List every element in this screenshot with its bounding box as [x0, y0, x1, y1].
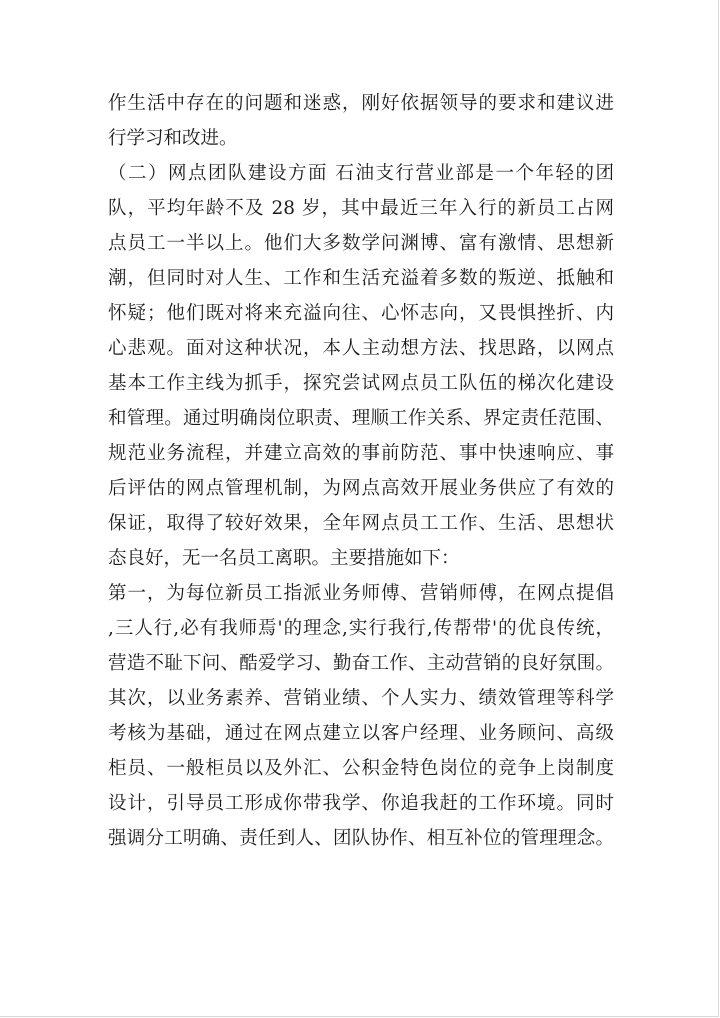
text-line-4: 队，平均年龄不及 28 岁，其中最近三年入行的新员工占网: [108, 198, 614, 219]
text-line-11: 规范业务流程，并建立高效的事前防范、事中快速响应、事: [108, 443, 614, 464]
text-line-1: 作生活中存在的问题和迷惑，刚好依据领导的要求和建议进: [108, 93, 614, 114]
text-line-2: 行学习和改进。: [108, 128, 238, 149]
text-line-3: （二）网点团队建设方面 石油支行营业部是一个年轻的团: [108, 163, 614, 184]
text-line-15: 第一，为每位新员工指派业务师傅、营销师傅，在网点提倡: [108, 583, 614, 604]
text-line-20: 柜员、一般柜员以及外汇、公积金特色岗位的竞争上岗制度: [108, 758, 614, 779]
text-line-17: 营造不耻下问、酷爱学习、勤奋工作、主动营销的良好氛围。: [108, 653, 614, 674]
text-line-10: 和管理。通过明确岗位职责、理顺工作关系、界定责任范围、: [108, 408, 614, 429]
text-line-12: 后评估的网点管理机制，为网点高效开展业务供应了有效的: [108, 478, 614, 499]
text-line-7: 怀疑；他们既对将来充溢向往、心怀志向，又畏惧挫折、内: [108, 303, 614, 324]
text-line-9: 基本工作主线为抓手，探究尝试网点员工队伍的梯次化建设: [108, 373, 614, 394]
text-line-18: 其次，以业务素养、营销业绩、个人实力、绩效管理等科学: [108, 688, 614, 709]
text-line-22: 强调分工明确、责任到人、团队协作、相互补位的管理理念。: [108, 828, 614, 849]
text-line-19: 考核为基础，通过在网点建立以客户经理、业务顾问、高级: [108, 723, 614, 744]
text-line-8: 心悲观。面对这种状况，本人主动想方法、找思路，以网点: [108, 338, 614, 359]
text-line-6: 潮，但同时对人生、工作和生活充溢着多数的叛逆、抵触和: [108, 268, 614, 289]
text-line-13: 保证，取得了较好效果，全年网点员工工作、生活、思想状: [108, 513, 614, 534]
text-line-5: 点员工一半以上。他们大多数学问渊博、富有激情、思想新: [108, 233, 614, 254]
text-line-14: 态良好，无一名员工离职。主要措施如下：: [108, 548, 460, 569]
text-line-21: 设计，引导员工形成你带我学、你追我赶的工作环境。同时: [108, 793, 614, 814]
text-line-16: ,三人行,必有我师焉'的理念,实行我行,传帮带'的优良传统，: [108, 618, 614, 639]
